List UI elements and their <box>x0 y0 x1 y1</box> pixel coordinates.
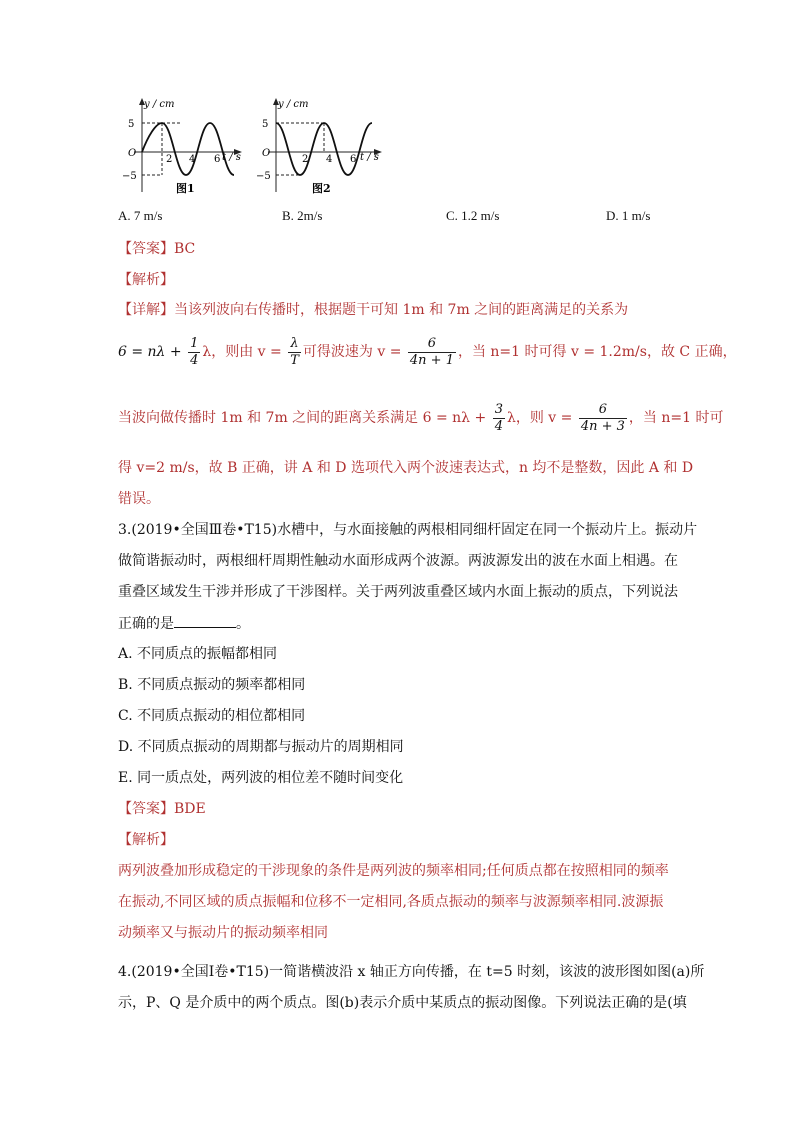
detail-text: 当该列波向右传播时，根据题干可知 1m 和 7m 之间的距离满足的关系为 <box>174 302 629 318</box>
q4-stem-line-2: 示，P、Q 是介质中的两个质点。图(b)表示介质中某质点的振动图像。下列说法正确的是(填 <box>118 995 687 1011</box>
equation: 6 = nλ + <box>118 344 182 360</box>
fig1-xlabel: t / s <box>222 152 241 163</box>
q2-option-d: D. 1 m/s <box>606 208 651 223</box>
q3-stem-line-1: 3.(2019•全国Ⅲ卷•T15)水槽中，与水面接触的两根相同细杆固定在同一个振动片上。振动片 <box>118 522 698 538</box>
q3-option-e: E. 同一质点处，两列波的相位差不随时间变化 <box>118 770 404 786</box>
fig1-caption: 图1 <box>176 182 195 195</box>
q2-option-c: C. 1.2 m/s <box>446 208 500 223</box>
stem-text: 。 <box>236 616 250 632</box>
detail-text: 可得波速为 v = <box>302 344 402 360</box>
detail-text: ，当 n=1 时可得 v = 1.2m/s，故 C 正确， <box>457 344 737 360</box>
q3-stem-line-2: 做简谐振动时，两根细杆周期性触动水面形成两个波源。两波源发出的波在水面上相遇。在 <box>118 553 678 569</box>
fraction-6-4n3: $\frac{6}{4n + 3}$ <box>580 401 625 434</box>
q3-option-b: B. 不同质点振动的频率都相同 <box>118 677 306 693</box>
detail-text: λ，则 v = <box>506 410 573 426</box>
answer-blank <box>174 613 236 628</box>
detail-label: 【详解】 <box>118 302 174 318</box>
q2-detail-line-4: 得 v=2 m/s，故 B 正确，讲 A 和 D 选项代入两个波速表达式，n 均不是整数，因此 A 和 D <box>118 460 694 476</box>
fig2-caption: 图2 <box>312 182 331 195</box>
fig1-xtick: 4 <box>189 154 196 165</box>
fraction-1-4: $\frac{1}{4}$ <box>190 335 199 368</box>
q3-analysis-line-2: 在振动,不同区域的质点振幅和位移不一定相同,各质点振动的频率与波源频率相同.波源振 <box>118 894 664 910</box>
q3-analysis-line-1: 两列波叠加形成稳定的干涉现象的条件是两列波的频率相同;任何质点都在按照相同的频率 <box>118 863 669 879</box>
fig2-ylabel: y / cm <box>278 99 309 110</box>
q2-analysis-label: 【解析】 <box>118 272 174 288</box>
q2-option-a: A. 7 m/s <box>118 208 163 223</box>
fig2-xtick: 6 <box>350 154 357 165</box>
q3-stem-line-4 <box>118 613 250 634</box>
stem-text: 正确的是 <box>118 616 174 632</box>
fig1-xtick: 6 <box>214 154 221 165</box>
q2-option-b: B. 2m/s <box>282 208 323 223</box>
fig1-tick-pos: 5 <box>128 119 135 130</box>
fig2-tick-neg: −5 <box>256 171 271 182</box>
detail-text: ，当 n=1 时可 <box>628 410 724 426</box>
figure-2 <box>252 96 392 198</box>
q2-answer: 【答案】BC <box>118 241 196 257</box>
q3-option-d: D. 不同质点振动的周期都与振动片的周期相同 <box>118 739 404 755</box>
fig2-tick-pos: 5 <box>262 119 269 130</box>
fig2-xtick: 2 <box>302 154 309 165</box>
q3-stem-line-3: 重叠区域发生干涉并形成了干涉图样。关于两列波重叠区域内水面上振动的质点，下列说法 <box>118 584 678 600</box>
figure-1 <box>118 96 248 198</box>
detail-text: λ，则由 v = <box>202 344 282 360</box>
detail-text: 当波向做传播时 1m 和 7m 之间的距离关系满足 6 = nλ + <box>118 410 487 426</box>
fraction-6-4n1: $\frac{6}{4n + 1}$ <box>409 335 454 368</box>
fig1-xtick: 2 <box>166 154 173 165</box>
fig1-tick-neg: −5 <box>122 171 137 182</box>
q3-option-c: C. 不同质点振动的相位都相同 <box>118 708 306 724</box>
q2-detail-line-3 <box>118 400 723 436</box>
fig2-xtick: 4 <box>326 154 333 165</box>
q3-option-a: A. 不同质点的振幅都相同 <box>118 646 278 662</box>
q2-detail-line-1 <box>118 300 628 320</box>
fig1-ylabel: y / cm <box>144 99 175 110</box>
q4-stem-line-1: 4.(2019•全国Ⅰ卷•T15)一简谐横波沿 x 轴正方向传播，在 t=5 时刻，该波的波形图如图(a)所 <box>118 964 705 980</box>
q2-detail-line-5: 错误。 <box>118 491 160 507</box>
fraction-lambda-t: $\frac{\lambda}{T}$ <box>290 335 299 368</box>
q2-detail-line-2 <box>118 334 737 370</box>
fig1-tick-zero: O <box>128 148 137 159</box>
q3-analysis-label: 【解析】 <box>118 832 174 848</box>
fig2-xlabel: t / s <box>360 152 379 163</box>
fraction-3-4: $\frac{3}{4}$ <box>494 401 503 434</box>
q3-answer: 【答案】BDE <box>118 801 206 817</box>
fig2-tick-zero: O <box>262 148 271 159</box>
q3-analysis-line-3: 动频率又与振动片的振动频率相同 <box>118 925 328 941</box>
